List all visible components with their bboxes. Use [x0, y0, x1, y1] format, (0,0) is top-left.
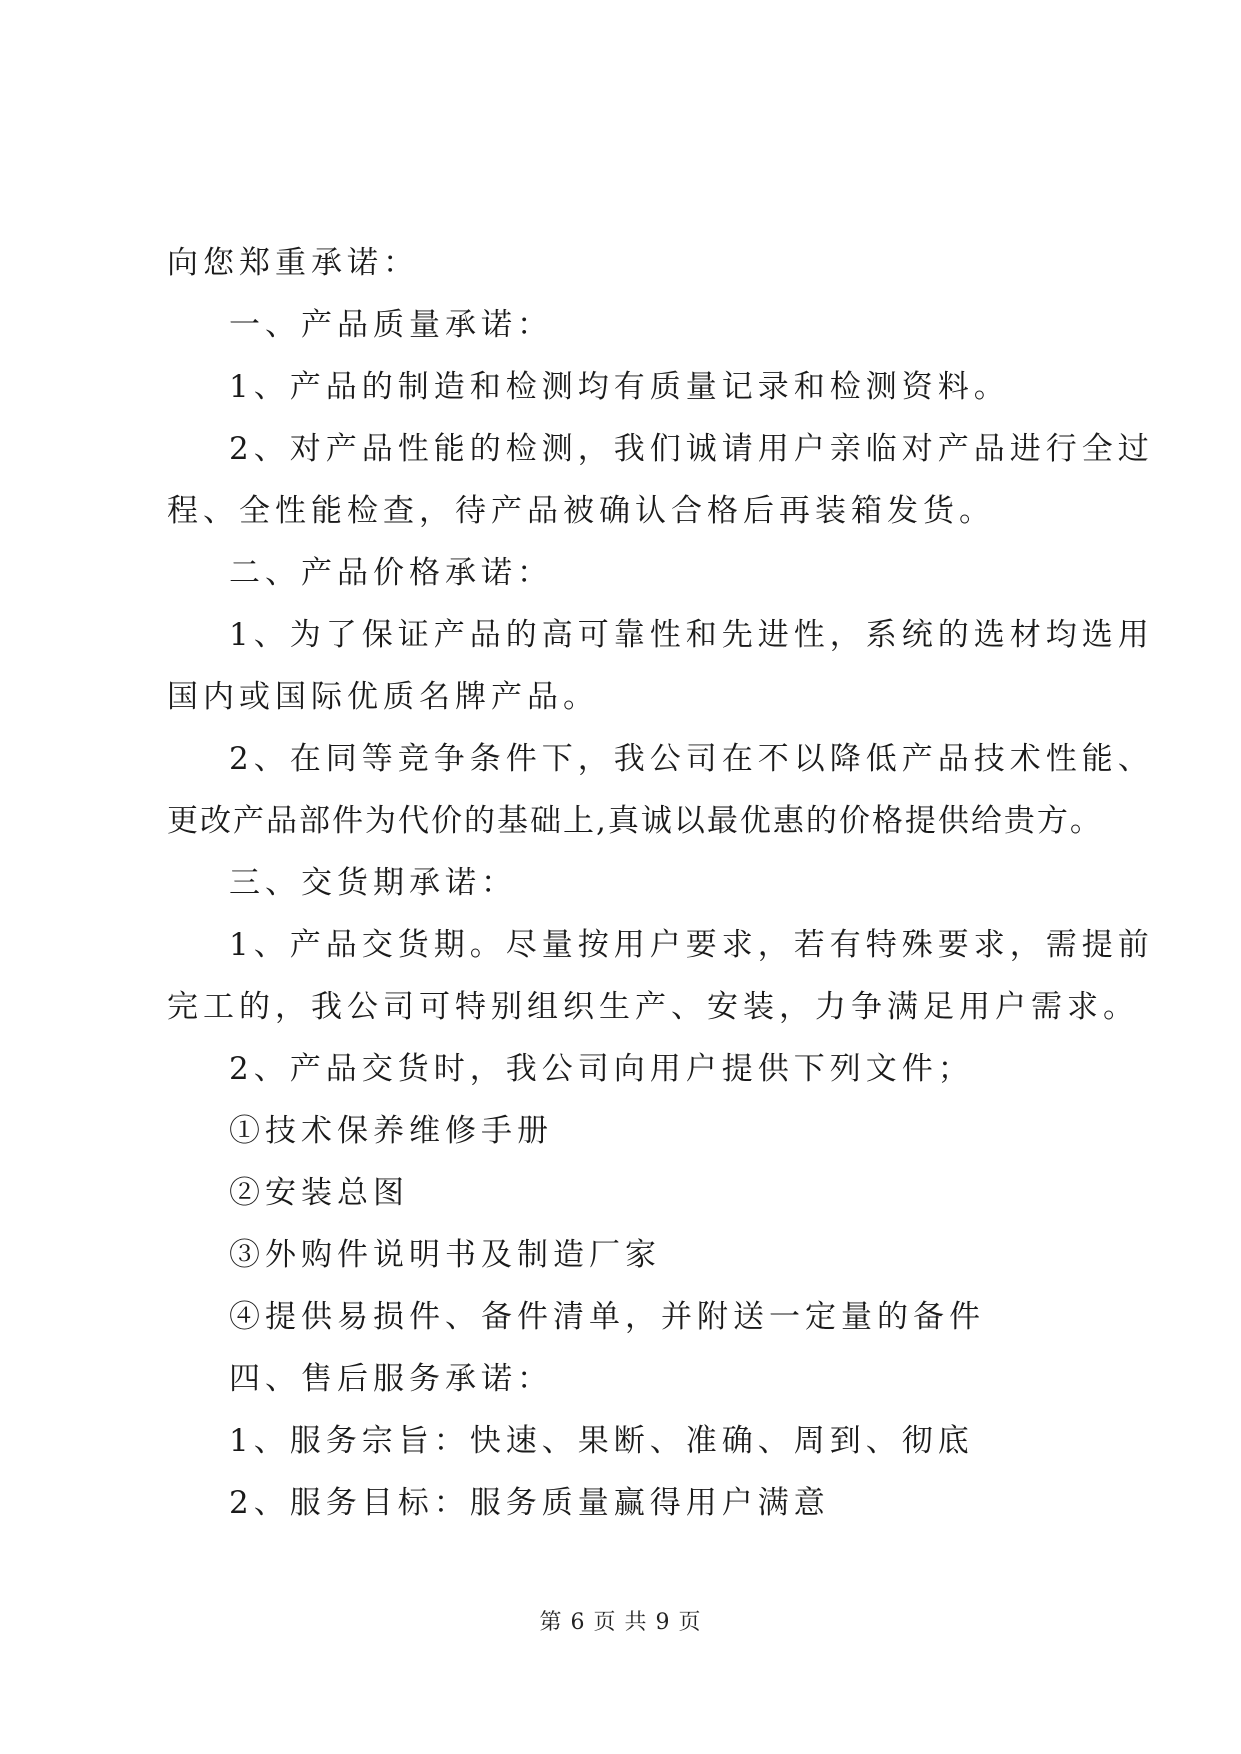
text-line: 1、产品交货期。尽量按用户要求，若有特殊要求，需提前 — [229, 927, 1154, 963]
list-item: ④提供易损件、备件清单，并附送一定量的备件 — [229, 1299, 985, 1335]
section-heading-price: 二、产品价格承诺： — [229, 555, 553, 591]
list-item: ②安装总图 — [229, 1175, 409, 1211]
text-line: 1、服务宗旨：快速、果断、准确、周到、彻底 — [229, 1423, 974, 1459]
text-line: 向您郑重承诺： — [167, 245, 419, 281]
section-heading-service: 四、售后服务承诺： — [229, 1361, 553, 1397]
text-line: 完工的，我公司可特别组织生产、安装，力争满足用户需求。 — [167, 989, 1139, 1025]
text-line: 2、服务目标：服务质量赢得用户满意 — [229, 1485, 830, 1521]
text-line: 2、在同等竞争条件下，我公司在不以降低产品技术性能、 — [229, 741, 1154, 777]
text-line: 1、产品的制造和检测均有质量记录和检测资料。 — [229, 369, 1010, 405]
text-line: 1、为了保证产品的高可靠性和先进性，系统的选材均选用 — [229, 617, 1154, 653]
text-line: 2、产品交货时，我公司向用户提供下列文件； — [229, 1051, 974, 1087]
text-line: 程、全性能检查，待产品被确认合格后再装箱发货。 — [167, 493, 995, 529]
text-line: 国内或国际优质名牌产品。 — [167, 679, 599, 715]
document-body — [167, 232, 1154, 1534]
list-item: ①技术保养维修手册 — [229, 1113, 553, 1149]
page-number-footer: 第 6 页 共 9 页 — [539, 1610, 702, 1635]
list-item: ③外购件说明书及制造厂家 — [229, 1237, 661, 1273]
section-heading-delivery: 三、交货期承诺： — [229, 865, 517, 901]
section-heading-quality: 一、产品质量承诺： — [229, 307, 553, 343]
text-line: 更改产品部件为代价的基础上,真诚以最优惠的价格提供给贵方。 — [167, 803, 1103, 839]
text-line: 2、对产品性能的检测，我们诚请用户亲临对产品进行全过 — [229, 431, 1154, 467]
